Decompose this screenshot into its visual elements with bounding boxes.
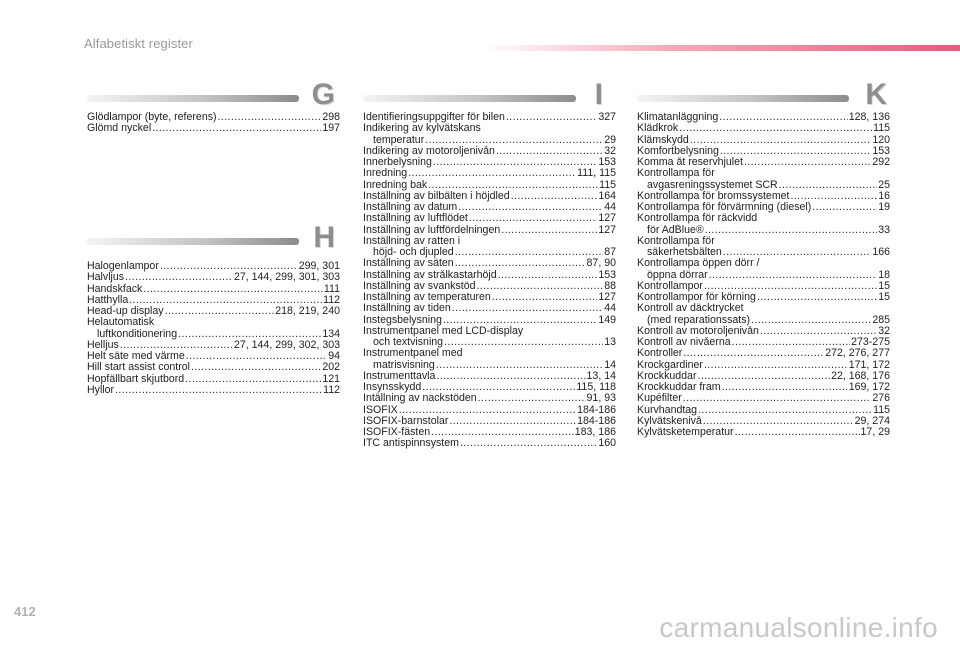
page-reference: 127 bbox=[598, 213, 616, 225]
page-reference: 29, 274 bbox=[854, 415, 890, 427]
index-entry bbox=[637, 348, 890, 359]
page-reference: 164 bbox=[598, 190, 616, 202]
index-entry-heading: Kontrollampa öppen dörr / bbox=[637, 258, 760, 270]
index-entry bbox=[637, 360, 890, 371]
page-reference: 27, 144, 299, 301, 303 bbox=[233, 272, 340, 284]
index-entry bbox=[363, 371, 616, 382]
index-entry bbox=[363, 292, 616, 303]
page-reference: 160 bbox=[598, 438, 616, 450]
index-entry bbox=[87, 295, 340, 306]
section-rule bbox=[637, 95, 849, 102]
index-entry-heading: Instrumentpanel med LCD-display bbox=[363, 325, 524, 337]
index-entry-heading: Inställning av ratten i bbox=[363, 235, 461, 247]
index-entry-heading: Instrumentpanel med bbox=[363, 348, 463, 360]
page-reference: 184-186 bbox=[577, 415, 616, 427]
section-letter: H bbox=[313, 221, 335, 254]
dot-leader bbox=[812, 202, 877, 213]
index-term: Indikering av motoroljenivån bbox=[363, 145, 495, 157]
page-reference: 16 bbox=[878, 190, 890, 202]
dot-leader bbox=[469, 213, 597, 224]
page-reference: 184-186 bbox=[577, 404, 616, 416]
index-term: för AdBlue® bbox=[647, 223, 704, 236]
index-entry bbox=[87, 374, 340, 385]
index-entry bbox=[363, 315, 616, 326]
page-reference: 120 bbox=[872, 134, 890, 146]
index-term: luftkonditionering bbox=[97, 327, 178, 340]
index-entry-heading: Indikering av kylvätskans bbox=[363, 123, 481, 135]
index-entry bbox=[363, 416, 616, 427]
index-entry bbox=[87, 351, 340, 362]
index-term: Head-up display bbox=[87, 306, 164, 317]
page-reference: 18 bbox=[878, 268, 890, 281]
dot-leader bbox=[478, 393, 586, 404]
header-accent-bar bbox=[480, 45, 960, 51]
index-term: Innerbelysning bbox=[363, 157, 432, 168]
page-reference: 298 bbox=[322, 112, 340, 123]
page-reference: 17, 29 bbox=[860, 427, 890, 438]
dot-leader bbox=[125, 272, 233, 283]
index-entry-heading: Kontrollampa för räckvidd bbox=[637, 213, 758, 225]
index-term: Instrumenttavla bbox=[363, 370, 436, 382]
index-term: Klädkrok bbox=[637, 123, 679, 135]
index-entry bbox=[637, 191, 890, 202]
dot-leader bbox=[757, 292, 877, 303]
dot-leader bbox=[744, 157, 871, 168]
page-reference: 183, 186 bbox=[574, 427, 616, 438]
index-entry bbox=[87, 317, 340, 340]
index-entry bbox=[637, 236, 890, 259]
index-term: Inställning av luftfördelningen bbox=[363, 224, 501, 236]
index-entry bbox=[637, 123, 890, 134]
dot-leader bbox=[732, 337, 850, 348]
dot-leader bbox=[496, 146, 603, 157]
index-entry-heading: Kontrollampa för bbox=[637, 168, 715, 180]
dot-leader bbox=[444, 337, 603, 348]
page-reference: 88 bbox=[604, 280, 616, 292]
index-term: Inställning av tiden bbox=[363, 303, 451, 315]
index-entry bbox=[87, 284, 340, 295]
index-entry bbox=[363, 123, 616, 146]
dot-leader bbox=[679, 123, 872, 134]
dot-leader bbox=[779, 180, 877, 191]
index-entry bbox=[637, 292, 890, 303]
page-reference: 87, 90 bbox=[586, 258, 616, 270]
index-term: Inredning bak bbox=[363, 179, 428, 191]
index-term: Inställning av svankstöd bbox=[363, 280, 476, 292]
dot-leader bbox=[705, 225, 878, 236]
page-reference: 111, 115 bbox=[577, 168, 616, 180]
index-term: Hatthylla bbox=[87, 294, 129, 306]
index-list-i bbox=[363, 112, 616, 450]
page-reference: 276 bbox=[872, 393, 890, 405]
dot-leader bbox=[492, 292, 598, 303]
index-entry bbox=[637, 112, 890, 123]
index-entry bbox=[87, 123, 340, 134]
index-entry bbox=[87, 306, 340, 317]
dot-leader bbox=[178, 329, 321, 340]
section-header-g bbox=[87, 78, 335, 114]
index-term: Glödlampor (byte, referens) bbox=[87, 112, 217, 123]
index-entry bbox=[637, 337, 890, 348]
page-reference: 166 bbox=[872, 246, 890, 258]
index-term: Glömd nyckel bbox=[87, 123, 152, 135]
index-term: Kontrollampa för förvärmning (diesel) bbox=[637, 202, 812, 213]
dot-leader bbox=[455, 258, 586, 269]
index-term: Halogenlampor bbox=[87, 261, 159, 272]
page-reference: 272, 276, 277 bbox=[825, 348, 890, 360]
index-entry bbox=[637, 303, 890, 326]
index-term: säkerhetsbälten bbox=[647, 246, 722, 258]
index-term: ITC antispinnsystem bbox=[363, 438, 459, 450]
dot-leader bbox=[436, 360, 603, 371]
page-reference: 153 bbox=[598, 157, 616, 168]
dot-leader bbox=[399, 405, 576, 416]
page-reference: 149 bbox=[598, 314, 616, 326]
index-entry bbox=[637, 326, 890, 337]
index-term: Helljus bbox=[87, 339, 119, 351]
index-term: (med reparationssats) bbox=[647, 313, 751, 326]
index-entry-heading: Helautomatisk bbox=[87, 317, 155, 329]
dot-leader bbox=[160, 261, 298, 272]
dot-leader bbox=[408, 168, 576, 179]
index-entry bbox=[87, 261, 340, 272]
index-entry bbox=[363, 438, 616, 449]
page-reference: 115, 118 bbox=[576, 382, 616, 393]
index-entry bbox=[87, 362, 340, 373]
index-entry bbox=[363, 348, 616, 371]
index-entry bbox=[363, 112, 616, 123]
index-term: Inredning bbox=[363, 168, 408, 180]
index-entry bbox=[637, 416, 890, 427]
index-entry bbox=[87, 112, 340, 123]
page-reference: 94 bbox=[328, 351, 340, 362]
dot-leader bbox=[460, 438, 597, 449]
dot-leader bbox=[720, 146, 871, 157]
section-header-i bbox=[363, 78, 603, 114]
dot-leader bbox=[452, 303, 603, 314]
index-entry bbox=[363, 225, 616, 236]
dot-leader bbox=[458, 202, 603, 213]
dot-leader bbox=[186, 351, 327, 362]
page-reference: 25 bbox=[878, 178, 890, 191]
dot-leader bbox=[425, 135, 603, 146]
dot-leader bbox=[760, 326, 877, 337]
index-term: Instegsbelysning bbox=[363, 314, 442, 326]
index-term: Kontrollampor för körning bbox=[637, 292, 756, 303]
index-term: Kontrollampor bbox=[637, 280, 703, 292]
index-list-g bbox=[87, 112, 340, 135]
dot-leader bbox=[683, 393, 872, 404]
page-reference: 33 bbox=[878, 223, 890, 236]
index-entry bbox=[637, 202, 890, 213]
page-reference: 327 bbox=[598, 112, 616, 123]
index-term: Insynsskydd bbox=[363, 382, 422, 393]
index-term: Hill start assist control bbox=[87, 362, 191, 374]
dot-leader bbox=[476, 281, 603, 292]
index-term: Krockkuddar bbox=[637, 370, 697, 382]
dot-leader bbox=[506, 112, 597, 123]
dot-leader bbox=[703, 416, 854, 427]
index-entry bbox=[637, 146, 890, 157]
dot-leader bbox=[218, 112, 322, 123]
page-reference: 115 bbox=[873, 123, 890, 135]
page-reference: 22, 168, 176 bbox=[831, 370, 890, 382]
index-entry bbox=[87, 340, 340, 351]
page-reference: 169, 172 bbox=[848, 382, 890, 393]
index-term: Hopfällbart skjutbord bbox=[87, 373, 185, 385]
page-reference: 15 bbox=[878, 292, 890, 303]
index-entry bbox=[363, 326, 616, 349]
index-list-h bbox=[87, 261, 340, 396]
index-term: Intällning av nackstöden bbox=[363, 393, 477, 405]
index-term: höjd- och djupled bbox=[373, 246, 454, 258]
dot-leader bbox=[704, 281, 877, 292]
section-letter: I bbox=[594, 78, 603, 111]
index-entry bbox=[637, 281, 890, 292]
page-reference: 134 bbox=[322, 327, 340, 340]
dot-leader bbox=[698, 405, 872, 416]
page-reference: 292 bbox=[872, 157, 890, 168]
index-entry bbox=[363, 168, 616, 179]
dot-leader bbox=[436, 371, 585, 382]
dot-leader bbox=[501, 225, 597, 236]
index-entry bbox=[637, 427, 890, 438]
page-reference: 127 bbox=[598, 292, 616, 303]
page-reference: 112 bbox=[323, 294, 340, 306]
index-term: Kylvätskenivå bbox=[637, 415, 702, 427]
index-term: Kontroll av nivåerna bbox=[637, 337, 731, 348]
index-entry bbox=[363, 191, 616, 202]
index-term: Inställning av luftflödet bbox=[363, 213, 468, 225]
section-header-h bbox=[87, 221, 335, 257]
page-reference: 29 bbox=[604, 133, 616, 146]
index-term: Klämskydd bbox=[637, 134, 689, 146]
index-term: öppna dörrar bbox=[647, 268, 708, 281]
index-term: Kontrollampa för bromssystemet bbox=[637, 190, 790, 202]
index-term: Kontroller bbox=[637, 348, 683, 360]
index-term: Inställning av strålkastarhöjd bbox=[363, 269, 497, 281]
index-term: Krockkuddar fram bbox=[637, 382, 721, 393]
index-term: Klimatanläggning bbox=[637, 112, 719, 123]
dot-leader bbox=[498, 270, 598, 281]
index-term: Halvljus bbox=[87, 272, 125, 284]
index-term: Komfortbelysning bbox=[637, 145, 719, 157]
index-entry-heading: Kontrollampa för bbox=[637, 235, 715, 247]
index-entry bbox=[363, 202, 616, 213]
index-term: avgasreningssystemet SCR bbox=[647, 178, 778, 191]
dot-leader bbox=[683, 348, 824, 359]
dot-leader bbox=[185, 374, 321, 385]
page-reference: 218, 219, 240 bbox=[275, 306, 340, 317]
page-reference: 115 bbox=[873, 404, 890, 416]
index-entry bbox=[363, 236, 616, 259]
index-term: Hyllor bbox=[87, 384, 115, 396]
index-term: Kylvätsketemperatur bbox=[637, 427, 734, 438]
index-term: Inställning av bilbälten i höjdled bbox=[363, 190, 510, 202]
dot-leader bbox=[449, 416, 576, 427]
index-entry bbox=[637, 371, 890, 382]
page-reference: 153 bbox=[598, 269, 616, 281]
section-rule bbox=[87, 95, 299, 102]
dot-leader bbox=[422, 382, 575, 393]
index-entry bbox=[87, 272, 340, 283]
page-reference: 299, 301 bbox=[298, 261, 340, 272]
dot-leader bbox=[751, 315, 871, 326]
dot-leader bbox=[511, 191, 598, 202]
index-term: Krockgardiner bbox=[637, 359, 703, 371]
page-reference: 202 bbox=[322, 362, 340, 374]
index-entry bbox=[637, 213, 890, 236]
header-title: Alfabetiskt register bbox=[84, 36, 193, 51]
index-term: ISOFIX-fästen bbox=[363, 427, 431, 438]
page-reference: 153 bbox=[872, 145, 890, 157]
page-number: 412 bbox=[14, 604, 36, 619]
dot-leader bbox=[735, 427, 860, 438]
index-term: ISOFIX-barnstolar bbox=[363, 415, 449, 427]
page-reference: 13 bbox=[604, 336, 616, 348]
index-term: Kurvhandtag bbox=[637, 404, 698, 416]
dot-leader bbox=[129, 295, 322, 306]
page-reference: 128, 136 bbox=[848, 112, 890, 123]
index-entry bbox=[363, 393, 616, 404]
index-term: Kontroll av motoroljenivån bbox=[637, 325, 759, 337]
section-rule bbox=[363, 95, 576, 102]
index-entry bbox=[363, 270, 616, 281]
index-term: Inställning av säten bbox=[363, 258, 454, 270]
dot-leader bbox=[690, 135, 872, 146]
index-term: Inställning av temperaturen bbox=[363, 292, 491, 303]
dot-leader bbox=[165, 306, 275, 317]
index-entry bbox=[363, 180, 616, 191]
index-entry bbox=[637, 157, 890, 168]
page-reference: 197 bbox=[322, 123, 340, 135]
page-reference: 111 bbox=[323, 283, 340, 295]
page-reference: 91, 93 bbox=[586, 393, 616, 405]
index-entry bbox=[363, 382, 616, 393]
index-entry bbox=[363, 213, 616, 224]
page-reference: 32 bbox=[604, 145, 616, 157]
index-term: Identifieringsuppgifter för bilen bbox=[363, 112, 505, 123]
page-reference: 14 bbox=[604, 358, 616, 371]
index-entry bbox=[637, 382, 890, 393]
index-entry bbox=[637, 258, 890, 281]
page-reference: 44 bbox=[604, 202, 616, 213]
dot-leader bbox=[152, 123, 321, 134]
dot-leader bbox=[722, 382, 848, 393]
index-entry bbox=[363, 281, 616, 292]
index-entry bbox=[363, 303, 616, 314]
section-letter: G bbox=[311, 78, 335, 111]
index-term: Handskfack bbox=[87, 283, 143, 295]
page-reference: 273-275 bbox=[851, 337, 890, 348]
page-reference: 44 bbox=[604, 303, 616, 315]
page-reference: 32 bbox=[878, 325, 890, 337]
dot-leader bbox=[143, 284, 323, 295]
index-term: och textvisning bbox=[373, 336, 444, 348]
dot-leader bbox=[719, 112, 847, 123]
index-entry bbox=[363, 146, 616, 157]
dot-leader bbox=[455, 247, 604, 258]
index-term: Kupéfilter bbox=[637, 393, 682, 405]
index-term: ISOFIX bbox=[363, 404, 398, 416]
dot-leader bbox=[723, 247, 872, 258]
page-reference: 19 bbox=[878, 202, 890, 213]
dot-leader bbox=[191, 362, 321, 373]
index-entry bbox=[87, 385, 340, 396]
dot-leader bbox=[115, 385, 322, 396]
index-term: Helt säte med värme bbox=[87, 351, 185, 362]
dot-leader bbox=[428, 180, 598, 191]
dot-leader bbox=[443, 315, 597, 326]
page-reference: 13, 14 bbox=[586, 370, 616, 382]
index-term: temperatur bbox=[373, 133, 425, 146]
dot-leader bbox=[697, 371, 830, 382]
index-entry bbox=[363, 157, 616, 168]
page-reference: 121 bbox=[322, 373, 340, 385]
dot-leader bbox=[791, 191, 878, 202]
dot-leader bbox=[709, 270, 878, 281]
page-reference: 15 bbox=[878, 280, 890, 292]
page-reference: 27, 144, 299, 302, 303 bbox=[233, 339, 340, 351]
page-reference: 285 bbox=[872, 313, 890, 326]
dot-leader bbox=[704, 360, 848, 371]
index-term: Inställning av datum bbox=[363, 202, 458, 213]
index-entry bbox=[363, 258, 616, 269]
watermark: carmanualsonline.info bbox=[659, 612, 938, 643]
page-reference: 127 bbox=[598, 224, 616, 236]
index-entry bbox=[363, 405, 616, 416]
index-entry bbox=[637, 405, 890, 416]
index-term: matrisvisning bbox=[373, 358, 435, 371]
index-entry bbox=[637, 135, 890, 146]
page-reference: 171, 172 bbox=[848, 359, 890, 371]
dot-leader bbox=[120, 340, 233, 351]
page-reference: 87 bbox=[604, 246, 616, 258]
dot-leader bbox=[433, 157, 597, 168]
index-term: Komma åt reservhjulet bbox=[637, 157, 743, 168]
index-entry bbox=[637, 168, 890, 191]
section-letter: K bbox=[865, 78, 887, 111]
index-list-k bbox=[637, 112, 890, 438]
page-reference: 115 bbox=[599, 179, 616, 191]
index-entry-heading: Kontroll av däcktrycket bbox=[637, 303, 744, 315]
index-entry bbox=[637, 393, 890, 404]
index-entry bbox=[363, 427, 616, 438]
section-header-k bbox=[637, 78, 887, 114]
section-rule bbox=[87, 238, 299, 245]
dot-leader bbox=[431, 427, 574, 438]
page-reference: 112 bbox=[323, 384, 340, 396]
